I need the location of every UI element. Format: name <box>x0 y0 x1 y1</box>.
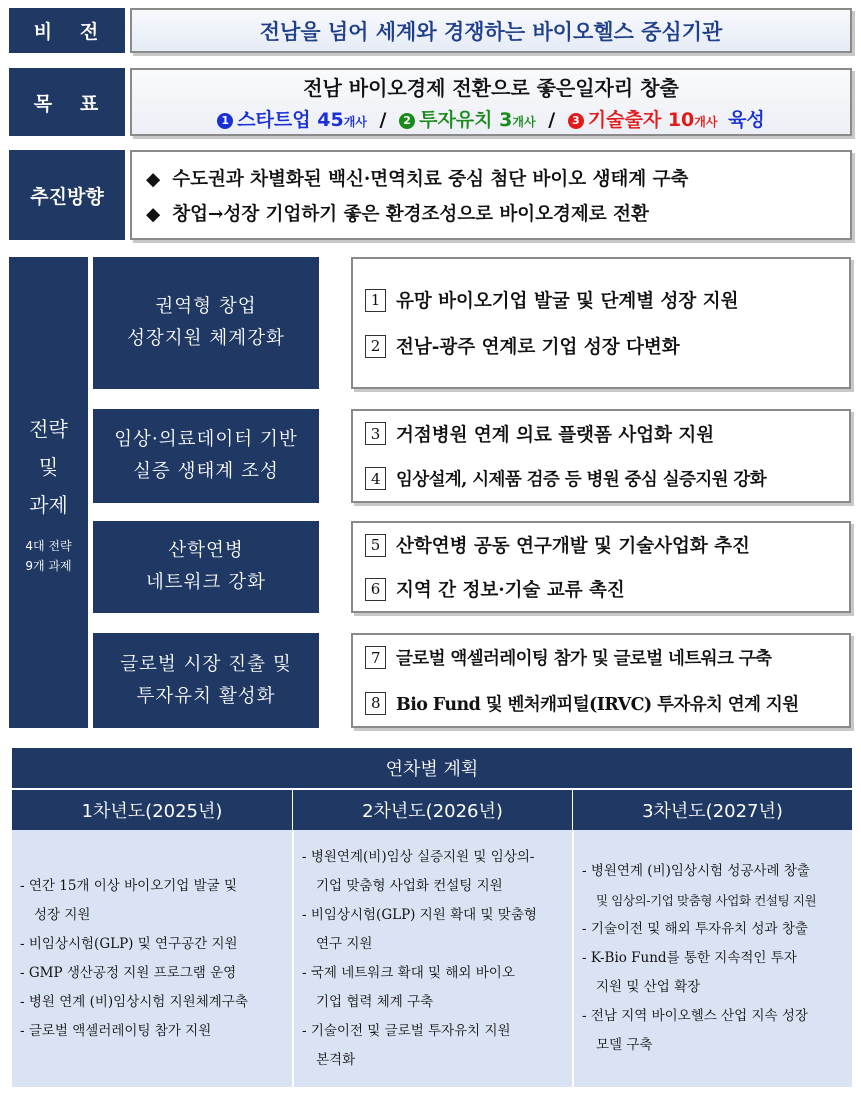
plan-item-cont: 및 임상의-기업 맞춤형 사업화 컨설팅 지원 <box>596 893 817 908</box>
strategy-line: 산학연병 <box>168 540 244 561</box>
goal-item-name: 기술출자 <box>587 109 662 131</box>
goal-items <box>217 105 765 132</box>
task-number: 7 <box>365 646 386 669</box>
vision-label <box>9 8 125 53</box>
task-number: 2 <box>365 335 386 358</box>
number-1-icon: 1 <box>217 113 233 129</box>
vision-box <box>130 8 852 53</box>
plan-item-cont: 기업 협력 체계 구축 <box>316 993 434 1010</box>
year-label: 3차년도(2027년) <box>642 801 783 822</box>
strategy-line: 임상·의료데이터 기반 <box>114 429 298 450</box>
goal-item-1 <box>217 109 373 131</box>
plan-item: - 전남 지역 바이오헬스 산업 지속 성장 <box>582 1008 808 1024</box>
goal-item-name: 스타트업 <box>237 109 311 131</box>
strategy-line: 투자유치 활성화 <box>136 685 276 707</box>
strategy-1-tasks <box>351 257 851 389</box>
number-2-icon: 2 <box>399 113 415 129</box>
goal-item-3 <box>568 109 724 131</box>
task-number: 1 <box>365 289 386 312</box>
year-label: 2차년도(2026년) <box>362 801 503 822</box>
goal-item-unit: 개사 <box>694 115 718 129</box>
strategy-count-tasks: 9개 과제 <box>25 558 72 573</box>
goal-item-count: 45 <box>317 109 344 131</box>
goal-item-name: 투자유치 <box>419 109 493 131</box>
plan-item: - 연간 15개 이상 바이오기업 발굴 및 <box>20 877 238 894</box>
direction-box <box>130 150 852 240</box>
task-text: 유망 바이오기업 발굴 및 단계별 성장 지원 <box>396 291 739 312</box>
plan-item: - 기술이전 및 글로벌 투자유치 지원 <box>302 1022 511 1039</box>
vision-label-text: 비 전 <box>33 21 101 43</box>
year-2-header <box>292 790 572 830</box>
goal-separator: / <box>548 109 556 131</box>
plan-item-cont: 본격화 <box>316 1051 356 1068</box>
task-text: 지역 간 정보·기술 교류 촉진 <box>396 580 625 601</box>
plan-item: - GMP 생산공정 지원 프로그램 운영 <box>20 964 237 981</box>
task-text: 산학연병 공동 연구개발 및 기술사업화 추진 <box>396 536 750 557</box>
strategy-line: 글로벌 시장 진출 및 <box>120 653 292 675</box>
task-text: 전남-광주 연계로 기업 성장 다변화 <box>396 337 680 358</box>
task-item <box>365 421 847 447</box>
direction-label-text: 추진방향 <box>30 185 104 208</box>
task-text: 글로벌 액셀러레이팅 참가 및 글로벌 네트워크 구축 <box>396 649 772 670</box>
strategy-label-line: 과제 <box>29 492 68 517</box>
task-number: 6 <box>365 578 386 601</box>
task-item <box>365 691 847 716</box>
plan-item: - K-Bio Fund를 통한 지속적인 투자 <box>582 950 797 966</box>
plan-item-cont: 성장 지원 <box>34 906 91 923</box>
strategy-4-tasks <box>351 633 851 728</box>
plan-item: - 병원연계 (비)임상시험 성공사례 창출 <box>582 863 810 879</box>
strategy-line: 실증 생태계 조성 <box>133 461 279 482</box>
goal-suffix: 육성 <box>728 109 765 131</box>
strategy-2-tasks <box>351 409 851 503</box>
strategy-count-strategies: 4대 전략 <box>25 538 72 553</box>
goal-item-unit: 개사 <box>343 115 367 129</box>
task-text: 거점병원 연계 의료 플랫폼 사업화 지원 <box>396 424 715 446</box>
task-number: 3 <box>365 422 386 445</box>
strategy-label-line: 및 <box>38 454 59 479</box>
goal-separator: / <box>379 109 387 131</box>
direction-item <box>146 200 836 226</box>
year-3-plan <box>572 830 852 1087</box>
plan-item-cont: 모델 구축 <box>596 1037 653 1053</box>
strategy-label <box>9 257 88 728</box>
task-number: 8 <box>365 692 386 715</box>
strategy-line: 권역형 창업 <box>155 296 257 317</box>
plan-title <box>12 748 852 788</box>
task-item <box>365 333 843 359</box>
plan-item: - 비임상시험(GLP) 및 연구공간 지원 <box>20 935 238 952</box>
plan-item-cont: 지원 및 산업 확장 <box>596 979 701 995</box>
strategy-2 <box>93 409 319 503</box>
task-item <box>365 645 847 670</box>
plan-item: - 기술이전 및 해외 투자유치 성과 창출 <box>582 921 808 937</box>
goal-item-count: 10 <box>667 109 695 131</box>
goal-item-count: 3 <box>499 109 513 131</box>
strategy-4 <box>93 633 319 728</box>
goal-box <box>130 68 852 136</box>
task-number: 4 <box>365 467 386 490</box>
vision-text: 전남을 넘어 세계와 경쟁하는 바이오헬스 중심기관 <box>259 19 723 44</box>
task-item <box>365 287 843 313</box>
year-1-header <box>12 790 292 830</box>
direction-label <box>9 150 125 240</box>
plan-item-cont: 연구 지원 <box>316 935 373 952</box>
plan-item: - 국제 네트워크 확대 및 해외 바이오 <box>302 964 515 981</box>
plan-item-cont: 기업 맞춤형 사업화 컨설팅 지원 <box>316 877 503 894</box>
task-item <box>365 532 843 558</box>
year-3-header <box>572 790 852 830</box>
plan-title-text: 연차별 계획 <box>385 759 479 780</box>
task-text: 임상설계, 시제품 검증 등 병원 중심 실증지원 강화 <box>396 470 767 491</box>
strategy-1 <box>93 257 319 389</box>
goal-item-2 <box>399 109 542 131</box>
number-3-icon: 3 <box>568 113 584 129</box>
goal-label-text: 목 표 <box>33 92 101 115</box>
plan-item: - 글로벌 액셀러레이팅 참가 지원 <box>20 1022 212 1039</box>
strategy-3 <box>93 521 319 613</box>
goal-title: 전남 바이오경제 전환으로 좋은일자리 창출 <box>303 76 679 100</box>
year-2-plan <box>292 830 572 1087</box>
strategy-label-line: 전략 <box>29 416 68 441</box>
task-item <box>365 466 847 491</box>
year-1-plan <box>12 830 292 1087</box>
task-item <box>365 576 843 602</box>
diamond-bullet-icon: ◆ <box>146 203 161 225</box>
strategy-line: 네트워크 강화 <box>145 572 267 593</box>
plan-item: - 병원연계(비)임상 실증지원 및 임상의- <box>302 848 535 865</box>
task-number: 5 <box>365 534 386 557</box>
diamond-bullet-icon: ◆ <box>146 168 161 190</box>
strategy-line: 성장지원 체계강화 <box>127 328 285 349</box>
year-label: 1차년도(2025년) <box>81 801 223 822</box>
strategy-3-tasks <box>351 521 851 613</box>
plan-item: - 병원 연계 (비)임상시험 지원체계구축 <box>20 993 248 1010</box>
direction-item-text: 수도권과 차별화된 백신·면역치료 중심 첨단 바이오 생태계 구축 <box>172 168 689 190</box>
plan-item: - 비임상시험(GLP) 지원 확대 및 맞춤형 <box>302 906 537 923</box>
goal-label <box>9 68 125 136</box>
direction-item-text: 창업→성장 기업하기 좋은 환경조성으로 바이오경제로 전환 <box>172 203 649 225</box>
goal-item-unit: 개사 <box>512 115 536 129</box>
direction-item <box>146 165 836 191</box>
task-text: Bio Fund 및 벤처캐피털(IRVC) 투자유치 연계 지원 <box>396 694 799 715</box>
